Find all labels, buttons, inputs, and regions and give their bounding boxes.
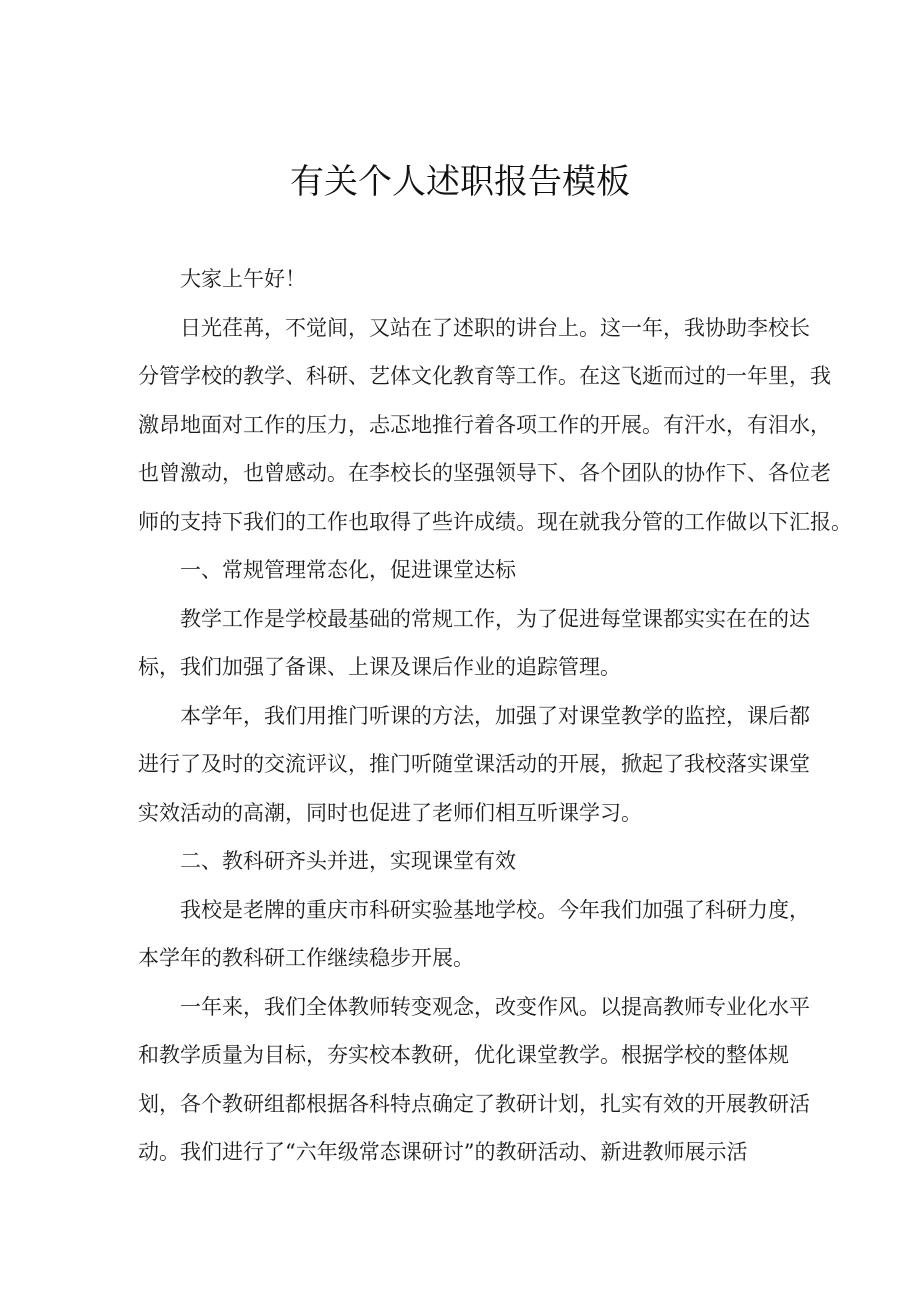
text-line: 我校是老牌的重庆市科研实验基地学校。今年我们加强了科研力度， (180, 897, 810, 922)
text-line: 大家上午好！ (180, 267, 306, 291)
document-title: 有关个人述职报告模板 (290, 162, 630, 202)
text-line: 进行了及时的交流评议，推门听随堂课活动的开展，掀起了我校落实课堂 (138, 752, 810, 776)
document-body (138, 255, 852, 1177)
text-line: 教学工作是学校最基础的常规工作，为了促进每堂课都实实在在的达 (180, 606, 810, 631)
text-line: 师的支持下我们的工作也取得了些许成绩。现在就我分管的工作做以下汇报。 (138, 509, 852, 534)
text-line: 一年来，我们全体教师转变观念，改变作风。以提高教师专业化水平 (180, 994, 810, 1019)
text-line: 本学年，我们用推门听课的方法，加强了对课堂教学的监控，课后都 (180, 703, 810, 728)
text-line: 日光荏苒，不觉间，又站在了述职的讲台上。这一年，我协助李校长 (180, 315, 810, 340)
text-line: 也曾激动，也曾感动。在李校长的坚强领导下、各个团队的协作下、各位老 (138, 461, 831, 485)
text-line: 本学年的教科研工作继续稳步开展。 (138, 946, 474, 970)
text-line: 划，各个教研组都根据各科特点确定了教研计划，扎实有效的开展教研活 (138, 1091, 810, 1116)
text-line: 和教学质量为目标，夯实校本教研，优化课堂教学。根据学校的整体规 (138, 1043, 789, 1067)
text-line: 二、教科研齐头并进，实现课堂有效 (180, 849, 516, 873)
text-line: 标，我们加强了备课、上课及课后作业的追踪管理。 (138, 655, 621, 679)
text-line: 一、常规管理常态化，促进课堂达标 (180, 558, 516, 582)
text-line: 激昂地面对工作的压力，忐忑地推行着各项工作的开展。有汗水，有泪水， (138, 412, 831, 437)
text-line: 实效活动的高潮，同时也促进了老师们相互听课学习。 (138, 800, 642, 825)
text-line: 动。我们进行了“六年级常态课研讨”的教研活动、新进教师展示活 (138, 1140, 748, 1164)
text-line: 分管学校的教学、科研、艺体文化教育等工作。在这飞逝而过的一年里，我 (138, 364, 831, 388)
